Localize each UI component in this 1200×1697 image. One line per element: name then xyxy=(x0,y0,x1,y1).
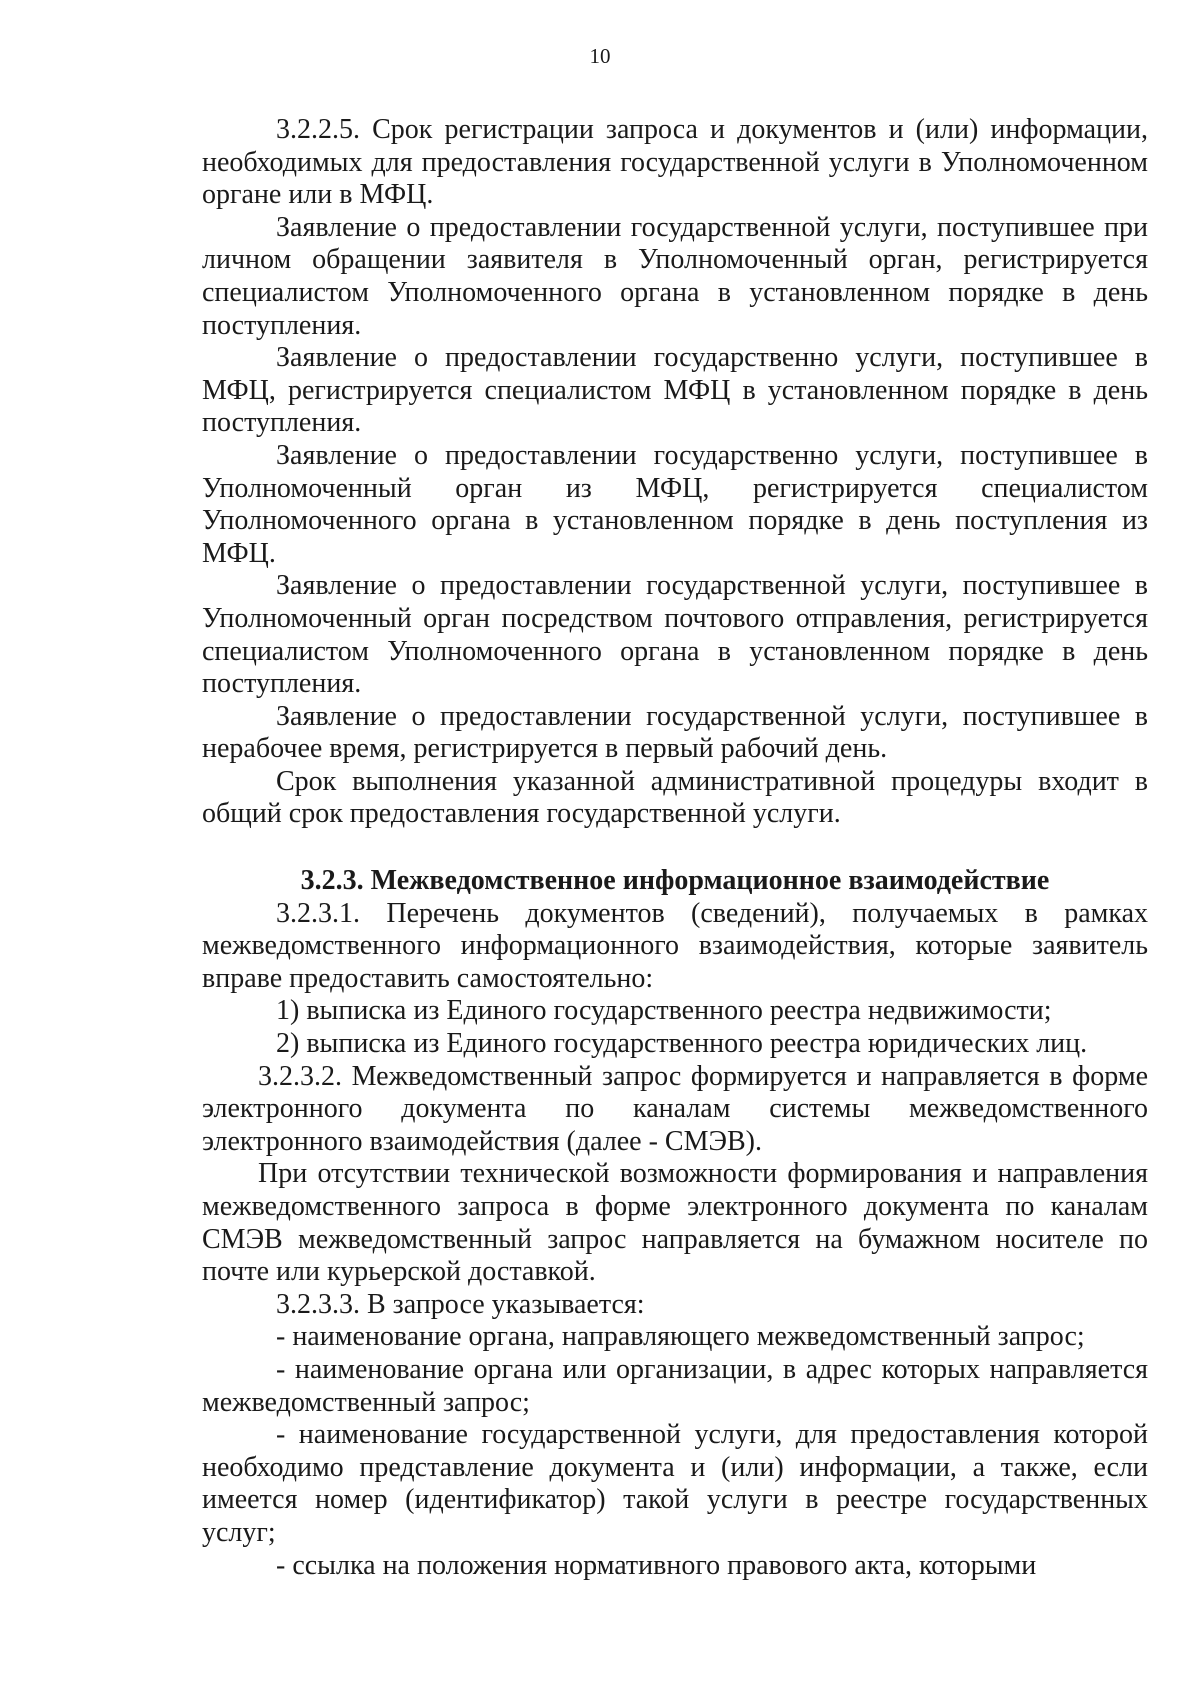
list-item-legal-act-reference: - ссылка на положения нормативного правового акта, которыми xyxy=(276,1549,1037,1581)
page-number: 10 xyxy=(589,44,611,68)
list-item-egrul: 2) выписка из Единого государственного реестра юридических лиц. xyxy=(276,1028,1088,1060)
paragraph-3-2-2-5: 3.2.2.5. Срок регистрации запроса и документов и (или) информации, необходимых для предоставления государственной услуги в Уполномоченном органе или в МФЦ. xyxy=(202,114,1148,211)
list-item-egrn: 1) выписка из Единого государственного реестра недвижимости; xyxy=(276,995,1052,1027)
list-item-sending-organ: - наименование органа, направляющего межведомственный запрос; xyxy=(276,1321,1085,1353)
paragraph-procedure-term: Срок выполнения указанной административной процедуры входит в общий срок предоставления государственной услуги. xyxy=(202,765,1148,830)
list-item-receiving-organ: - наименование органа или организации, в адрес которых направляется межведомственный запрос; xyxy=(202,1353,1148,1418)
paragraph-mfc-application: Заявление о предоставлении государственно услуги, поступившее в МФЦ, регистрируется специалистом МФЦ в установленном порядке в день поступления. xyxy=(202,342,1148,439)
list-item-service-name: - наименование государственной услуги, для предоставления которой необходимо представление документа и (или) информации, а также, если имеется номер (идентификатор) такой услуги в реестре государственных услуг; xyxy=(202,1419,1148,1548)
paragraph-personal-application: Заявление о предоставлении государственной услуги, поступившее при личном обращении заявителя в Уполномоченный орган, регистрируется специалистом Уполномоченного органа в установленном порядке в день поступления. xyxy=(202,211,1148,341)
section-heading-3-2-3: 3.2.3. Межведомственное информационное взаимодействие xyxy=(300,865,1050,897)
paragraph-no-technical-possibility: При отсутствии технической возможности формирования и направления межведомственного запроса в форме электронного документа по каналам СМЭВ межведомственный запрос направляется на бумажном носителе по почте или курьерской доставкой. xyxy=(202,1158,1148,1288)
paragraph-non-working-time: Заявление о предоставлении государственной услуги, поступившее в нерабочее время, регистрируется в первый рабочий день. xyxy=(202,700,1148,765)
document-body xyxy=(202,114,1148,1582)
paragraph-3-2-3-2: 3.2.3.2. Межведомственный запрос формируется и направляется в форме электронного документа по каналам системы межведомственного электронного взаимодействия (далее - СМЭВ). xyxy=(202,1060,1148,1157)
paragraph-3-2-3-3: 3.2.3.3. В запросе указывается: xyxy=(276,1288,645,1320)
paragraph-from-mfc-application: Заявление о предоставлении государственно услуги, поступившее в Уполномоченный орган из МФЦ, регистрируется специалистом Уполномоченного органа в установленном порядке в день поступления из МФЦ. xyxy=(202,439,1148,569)
paragraph-postal-application: Заявление о предоставлении государственной услуги, поступившее в Уполномоченный орган посредством почтового отправления, регистрируется специалистом Уполномоченного органа в установленном порядке в день поступления. xyxy=(202,570,1148,700)
paragraph-3-2-3-1: 3.2.3.1. Перечень документов (сведений), получаемых в рамках межведомственного информационного взаимодействия, которые заявитель вправе предоставить самостоятельно: xyxy=(202,897,1148,994)
